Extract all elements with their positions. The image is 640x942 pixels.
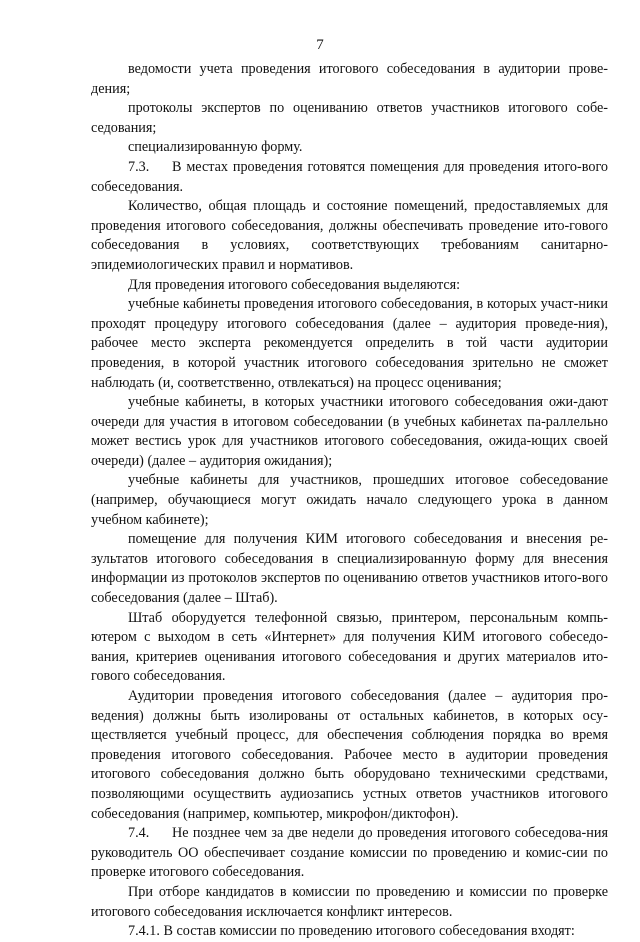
paragraph-expert-protocols-item: протоколы экспертов по оцениванию ответов участников итогового собе-седования;: [91, 100, 608, 136]
paragraph-conflict-of-interest: При отборе кандидатов в комиссии по проведению и комиссии по проверке итогового собеседования исключается конфликт интересов.: [91, 883, 608, 920]
section-number: 7.4.: [128, 825, 150, 842]
page-number: 7: [316, 37, 324, 53]
document-body: [91, 60, 608, 942]
paragraph-auditorium-isolation: Аудитории проведения итогового собеседования (далее – аудитория про-ведения) должны быть изолированы от остальных кабинетов, в которых осу-ществляется учебный процесс, для обеспечения соблюдения порядка во время проведения итогового собеседования. Рабочее место в аудитории проведения итогового собеседования должно быть оборудовано техническими средствами, позволяющими осуществить аудиозапись устных ответов участников итогового собеседования (например, компьютер, микрофон/диктофон).: [91, 688, 608, 822]
paragraph-interview-classrooms: учебные кабинеты проведения итогового собеседования, в которых участ-ники проходят процедуру итогового собеседования (далее – аудитория проведе-ния), рабочее место эксперта рекомендуется определить в той части аудитории проведения, в которой участник итогового собеседования зрительно не сможет наблюдать (и, соответственно, отвлекаться) на процесс оценивания;: [91, 296, 608, 391]
section-number: 7.3.: [128, 158, 150, 175]
paragraph-headquarters-equipment: Штаб оборудуется телефонной связью, принтером, персональным компь-ютером с выходом в сеть «Интернет» для получения КИМ итогового собеседо-вания, критериев оценивания итогового собеседования и других материалов ито-гового собеседования.: [91, 609, 608, 685]
paragraph-section-7-3: [91, 158, 608, 197]
paragraph-waiting-classrooms: учебные кабинеты, в которых участники итогового собеседования ожи-дают очереди для участия в итоговом собеседовании (в учебных кабинетах па-раллельно может вестись урок для участников итогового собеседования, ожида-ющих своей очереди) (далее – аудитория ожидания);: [91, 394, 608, 469]
paragraph-statement-list-item: ведомости учета проведения итогового собеседования в аудитории прове-дения;: [91, 61, 608, 97]
paragraph-section-7-4-1: 7.4.1. В состав комиссии по проведению итогового собеседования входят:: [128, 923, 575, 940]
paragraph-special-form-item: специализированную форму.: [128, 139, 303, 156]
paragraph-finished-classrooms: учебные кабинеты для участников, прошедших итоговое собеседование (например, обучающиеся могут ожидать начало следующего урока в данном учебном кабинете);: [91, 472, 608, 528]
paragraph-premises-allocated: Для проведения итогового собеседования выделяются:: [128, 276, 461, 293]
paragraph-text: Не позднее чем за две недели до проведения итогового собеседова-ния руководитель ОО обеспечивает создание комиссии по проведению и комис-сии по проверке итогового собеседования.: [91, 825, 608, 881]
paragraph-text: В местах проведения готовятся помещения для проведения итого-вого собеседования.: [91, 158, 608, 195]
paragraph-section-7-4: [91, 824, 608, 883]
paragraph-headquarters-room: помещение для получения КИМ итогового собеседования и внесения ре-зультатов итогового собеседования в специализированную форму для внесения информации из протоколов экспертов по оцениванию ответов участников итого-вого собеседования (далее – Штаб).: [91, 531, 608, 607]
paragraph-premises-requirements: Количество, общая площадь и состояние помещений, предоставляемых для проведения итогового собеседования, должны обеспечивать проведение ито-гового собеседования в условиях, соответствующих требованиям санитарно-эпидемиологических правил и нормативов.: [91, 198, 608, 273]
